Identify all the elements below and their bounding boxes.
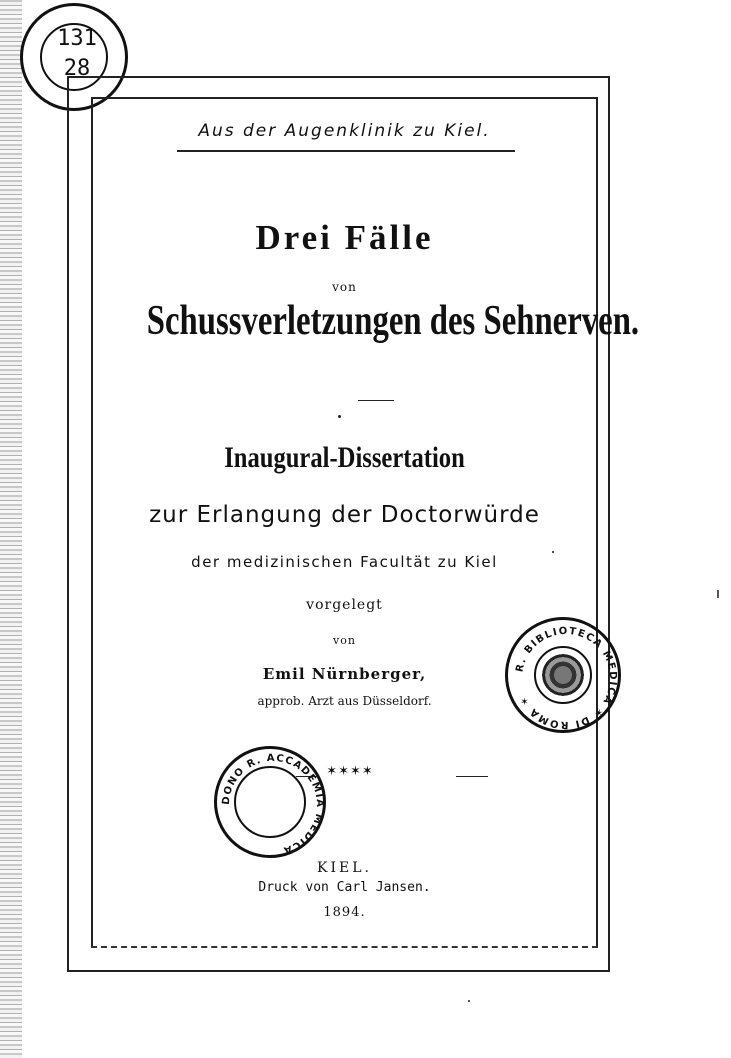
inner-border-dashed-bottom [91,946,598,948]
vorgelegt-line: vorgelegt [306,597,383,613]
section-divider [358,400,394,401]
author-name: Emil Nürnberger, [262,665,427,683]
biblioteca-stamp-text: R. BIBLIOTECA MEDICA ✶ DI ROMA ✶ [514,625,619,731]
imprint-year: 1894. [323,905,366,920]
scan-edge-shadow [0,0,22,1058]
scan-speck [552,551,554,553]
imprint-printer: Druck von Carl Jansen. [258,880,431,895]
library-shelf-number: 131 [57,26,97,51]
series-heading: Aus der Augenklinik zu Kiel. [198,121,491,141]
accademia-stamp-inner-ring [234,766,306,838]
accademia-stamp-text: DONO R. ACCADEMIA MEDICA [220,752,326,856]
title-line-2: Schussverletzungen des Sehnerven. [146,298,640,344]
title-line-1: Drei Fälle [255,218,434,257]
von-connector-2: von [333,634,356,647]
von-connector-1: von [332,280,357,294]
series-rule [177,150,515,152]
scan-speck [468,1000,470,1002]
author-credentials: approb. Arzt aus Düsseldorf. [257,694,432,708]
accademia-medica-stamp [214,746,326,858]
ornament: ✶✶✶✶ [326,764,374,779]
divider-dot [338,415,341,418]
library-item-number: 28 [63,56,91,81]
dissertation-heading: Inaugural-Dissertation [224,441,465,474]
ornament-rule-right [456,776,488,777]
biblioteca-stamp-seal [542,654,584,696]
scan-speck [717,590,719,598]
imprint-city: KIEL. [317,860,372,876]
biblioteca-medica-stamp [505,617,621,733]
faculty-line: der medizinischen Facultät zu Kiel [191,553,498,571]
degree-line: zur Erlangung der Doctorwürde [149,502,540,528]
